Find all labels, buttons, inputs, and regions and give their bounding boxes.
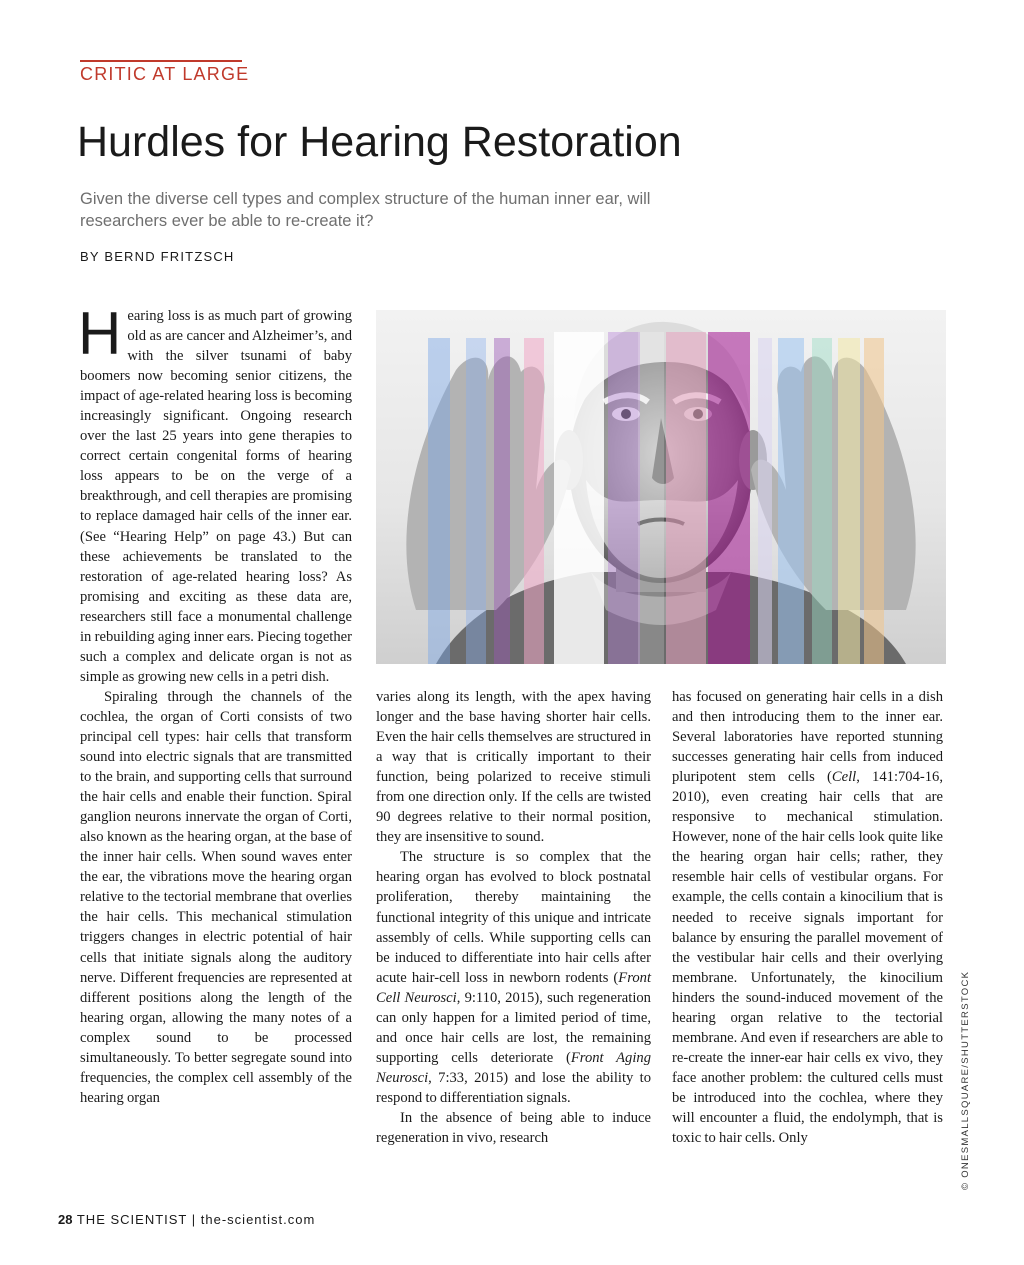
photo-credit: © ONESMALLSQUARE/SHUTTERSTOCK <box>960 970 971 1190</box>
section-label: CRITIC AT LARGE <box>80 64 250 84</box>
magazine-name: THE SCIENTIST <box>76 1212 188 1227</box>
paragraph-text: , 141:704-16, 2010), even creating hair cells that are responsive to mechanical stimulation. However, none of the hair cells look quite like the hearing organ hair cells; rather, they resemble hair cells of vestibular organs. For example, the cells contain a kinocilium that is needed to receive signals important for balance by ensuring the parallel movement of the vestibular hair cells and their overlying membrane. Unfortunately, the kinocilium hinders the sound-induced movement of the hearing organ relative to the tectorial membrane. And even if researchers are able to re-create the inner-ear hair cells ex vivo, they face another problem: the cultured cells must be introduced into the cochlea, where they will encounter a fluid, the endolymph, that is toxic to hair cells. Only <box>672 769 943 1147</box>
footer-separator: | <box>191 1212 197 1227</box>
website-link[interactable]: the-scientist.com <box>200 1212 316 1227</box>
page-number: 28 <box>58 1212 73 1227</box>
article-column-1 <box>78 300 352 1108</box>
citation-journal: Front Aging Neurosci <box>376 1049 652 1086</box>
paragraph-text: , 7:33, 2015) and lose the ability to respond to differentiation signals. <box>376 1069 651 1106</box>
paragraph-text: earing loss is as much part of growing old as are cancer and Alzheimer’s, and with the silver tsunami of baby boomers now becoming senior citizens, the impact of age-related hearing loss is becoming increasingly significant. Ongoing research over the last 25 years into gene therapies to correct certain congenital forms of hearing loss appears to be on the verge of a breakthrough, and cell therapies are promising to replace damaged hair cells of the inner ear. (See “Hearing Help” on page 43.) But can these achievements be translated to the restoration of age-related hearing loss? As promising and exciting as these data are, researchers still face a monumental challenge in rebuilding aging inner ears. Piecing together such a complex and delicate organ is not as simple as growing new cells in a petri dish. <box>80 308 352 685</box>
citation-journal: Cell <box>831 769 857 786</box>
article-column-2 <box>376 687 651 1148</box>
paragraph: In the absence of being able to induce regeneration in vivo, research <box>376 1109 651 1147</box>
paragraph <box>376 847 651 1108</box>
section-rule <box>80 60 242 62</box>
paragraph: Spiraling through the channels of the cochlea, the organ of Corti consists of two principal cell types: hair cells that transform sound into electric signals that are transmitted to the brain, and supporting cells that surround the hair cells and enable their function. Spiral ganglion neurons innervate the organ of Corti, also known as the hearing organ, at the base of the inner hair cells. When sound waves enter the ear, the vibrations move the hearing organ relative to the tectorial membrane that overlies the hair cells. This mechanical stimulation triggers changes in electric potential of hair cells that initiate signals along the auditory nerve. Different frequencies are represented at different positions along the length of the hearing organ, allowing the many notes of a complex sound to be processed simultaneously. To better segregate sound into frequencies, the complex cell assembly of the hearing organ <box>80 688 352 1106</box>
article-headline: Hurdles for Hearing Restoration <box>77 118 682 166</box>
page-footer <box>58 1212 315 1227</box>
citation-journal: Front Cell Neurosci <box>376 969 651 1006</box>
paragraph <box>672 687 943 1148</box>
paragraph-text: has focused on generating hair cells in a dish and then introducing them to the inner ear. Several laboratories have reported stunning successes generating hair cells from induced pluripotent stem cells ( <box>672 689 943 786</box>
article-column-3 <box>672 687 943 1148</box>
paragraph: varies along its length, with the apex having longer and the base having shorter hair cells. Even the hair cells themselves are structured in a way that is critically important to their function, being polarized to receive stimuli from one direction only. If the cells are twisted 90 degrees relative to their normal position, they are insensitive to sound. <box>376 689 651 846</box>
drop-cap: H <box>78 300 122 367</box>
article-illustration <box>376 310 946 664</box>
paragraph-text: , 9:110, 2015), such regeneration can only happen for a limited period of time, and once hair cells are lost, the remaining supporting cells deteriorate ( <box>376 989 651 1066</box>
article-deck: Given the diverse cell types and complex structure of the human inner ear, will researchers ever be able to re-create it? <box>80 190 651 230</box>
paragraph <box>78 300 352 687</box>
man-cupping-ears-photo <box>376 310 946 664</box>
byline: BY BERND FRITZSCH <box>80 249 235 264</box>
paragraph-text: The structure is so complex that the hearing organ has evolved to block postnatal proliferation, thereby maintaining the functional integrity of this unique and intricate assembly of cells. While supporting cells can be induced to differentiate into hair cells after acute hair-cell loss in newborn rodents ( <box>376 849 651 986</box>
